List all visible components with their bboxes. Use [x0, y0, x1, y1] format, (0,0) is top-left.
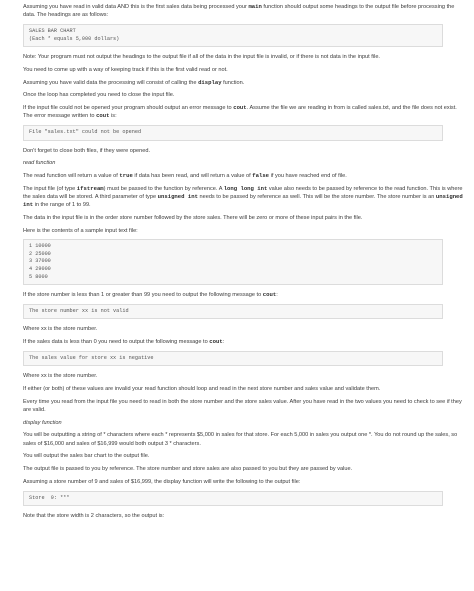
text: Don't forget to close both files, if they were opened.	[23, 147, 151, 154]
section-heading-read	[23, 159, 463, 167]
code-false: false	[252, 171, 270, 179]
text: The output file is passed to you by reference. The store number and store sales are also passed to you but they are passed by value.	[23, 466, 353, 473]
code-long-long-int: long long int	[223, 184, 268, 192]
paragraph	[23, 104, 463, 121]
code-line: 2 25000	[29, 250, 51, 257]
text: :	[276, 292, 278, 299]
text: in the range of 1 to 99.	[33, 202, 91, 209]
text: If the sales data is less than 0 you need to output the following message to	[23, 339, 210, 346]
code-main: main	[248, 3, 262, 10]
text: is:	[109, 113, 117, 120]
code-block-invalid-store	[23, 304, 443, 320]
paragraph	[23, 338, 463, 346]
text: needs to be passed by reference as well. This will be the store number. The store number is an	[197, 193, 436, 200]
text: Assuming you have read in valid data AND this is the first sales data being processed your	[23, 4, 249, 10]
code-block-display-example	[23, 491, 443, 507]
code-line: SALES BAR CHART	[29, 27, 76, 34]
paragraph	[23, 478, 463, 486]
paragraph	[23, 431, 463, 448]
code-line: 5 8000	[29, 273, 48, 280]
paragraph	[23, 79, 463, 87]
paragraph	[23, 185, 463, 210]
code-cout: cout	[262, 291, 277, 299]
code-cout: cout	[233, 103, 247, 111]
text: . Assume the file we are reading in from is called sales.txt, and the file does not exist. The error message written to	[23, 104, 457, 120]
text: display function	[23, 419, 62, 426]
code-line: File "sales.txt" could not be opened	[29, 128, 142, 135]
section-heading-display	[23, 419, 463, 427]
text: ) must be passed to the function by reference. A	[103, 185, 224, 192]
paragraph	[23, 147, 463, 155]
paragraph	[23, 66, 463, 74]
text: Assuming you have valid data the processing will consist of calling the	[23, 79, 199, 86]
code-line: The sales value for store xx is negative	[29, 354, 154, 361]
headings-intro	[23, 3, 463, 20]
text: value also needs to be passed by reference to the read function. This is where the sales data will be stored. A third parameter of type	[23, 185, 463, 200]
text: The input file (of type	[23, 185, 77, 192]
paragraph	[23, 214, 463, 222]
code-line: 4 29000	[29, 266, 51, 272]
code-line: 1 10000	[29, 243, 51, 250]
code-display: display	[198, 78, 222, 86]
paragraph	[23, 452, 463, 460]
text: read function	[23, 160, 56, 167]
code-ifstream: ifstream	[76, 184, 104, 192]
text: If either (or both) of these values are invalid your read function should loop and read in the next store number and sales value and validate them.	[23, 386, 381, 393]
text: Where xx is the store number.	[23, 326, 98, 333]
paragraph	[23, 398, 463, 415]
text: Assuming a store number of 9 and sales of $16,999, the display function will write the following to the output file:	[23, 478, 301, 485]
code-block-sample-input	[23, 239, 443, 285]
text: Note: Your program must not output the headings to the output file if all of the data in the input file is invalid, or if there is not data in the input file.	[23, 54, 380, 61]
text: :	[222, 339, 225, 346]
paragraph	[23, 325, 463, 333]
paragraph	[23, 512, 463, 520]
code-block-negative-sales	[23, 351, 443, 367]
paragraph	[23, 385, 463, 393]
code-line: The store number xx is not valid	[29, 307, 129, 314]
code-line: (Each * equals 5,000 dollars)	[29, 35, 120, 42]
code-true: true	[119, 171, 133, 179]
text: function should output some headings to the output file before processing the data. The headings are as follows:	[23, 4, 455, 19]
text: Every time you read from the input file you need to read in both the store number and the store sales value. After you have read in the two values you need to check to see if they are valid.	[23, 398, 462, 414]
text: You will be outputting a string of * characters where each * represents $5,000 in sales for that store. For each 5,000 in sales you output one *. You do not round up the sales, so sales of $16,000 and sales of $16,999 would both output 3 * characters.	[23, 432, 458, 447]
note-paragraph	[23, 53, 463, 61]
paragraph	[23, 372, 463, 380]
text: If the store number is less than 1 or greater than 99 you need to output the following message to	[23, 292, 263, 299]
text: You need to come up with a way of keeping track if this is the first valid read or not.	[23, 66, 228, 73]
code-unsigned-int: unsigned int	[157, 192, 198, 200]
paragraph	[23, 172, 463, 180]
paragraph	[23, 291, 463, 299]
text: if data has been read, and will return a value of	[132, 172, 253, 179]
code-block-error	[23, 125, 443, 141]
code-unsigned-int: unsigned int	[23, 192, 463, 209]
text: Where xx is the store number.	[23, 373, 98, 380]
code-cout: cout	[96, 112, 110, 120]
text: Note that the store width is 2 characters, so the output is:	[23, 513, 165, 520]
code-line: 3 37000	[29, 258, 51, 265]
text: Once the loop has completed you need to close the input file.	[23, 92, 175, 99]
text: The read function will return a value of	[23, 172, 120, 179]
text: If the input file could not be opened your program should output an error message to	[23, 104, 234, 111]
code-line: Store 9: ***	[29, 494, 70, 501]
text: function.	[221, 79, 245, 86]
paragraph	[23, 227, 463, 235]
paragraph	[23, 465, 463, 473]
text: You will output the sales bar chart to the output file.	[23, 453, 150, 460]
text: The data in the input file is in the order store number followed by the store sales. There will be zero or more of these input pairs in the file.	[23, 214, 363, 221]
code-cout: cout	[209, 338, 223, 346]
code-block-headings	[23, 24, 443, 47]
text: if you have reached end of file.	[269, 172, 347, 179]
paragraph	[23, 91, 463, 99]
text: Here is the contents of a sample input text file:	[23, 227, 138, 234]
